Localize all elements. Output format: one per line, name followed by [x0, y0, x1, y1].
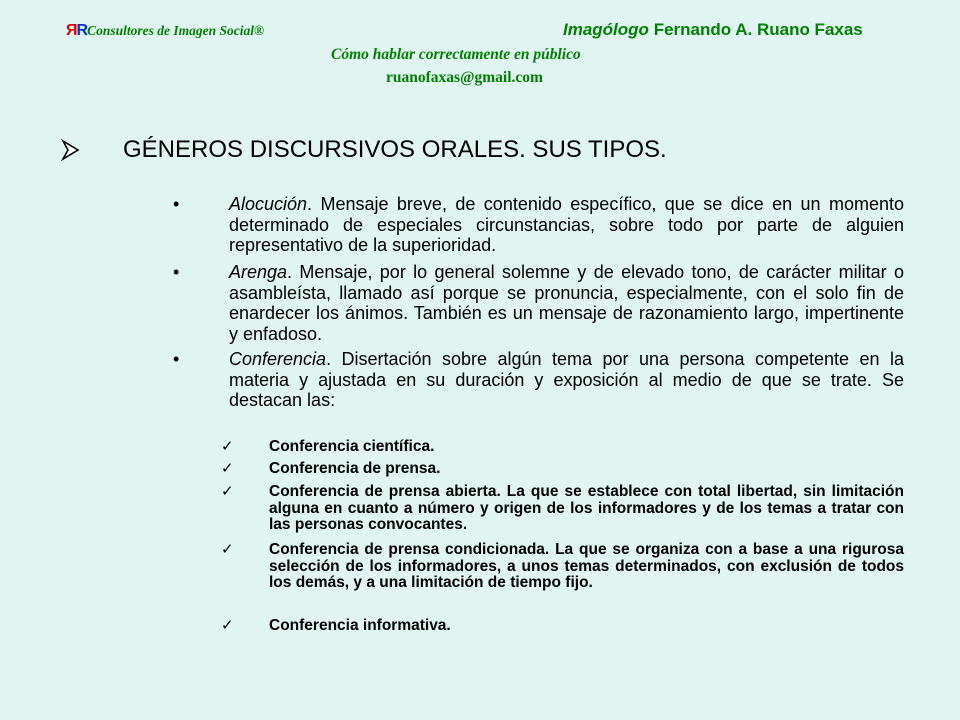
- checkmark-icon: ✓: [221, 617, 234, 634]
- section-heading: GÉNEROS DISCURSIVOS ORALES. SUS TIPOS.: [123, 136, 667, 163]
- logo-letter-b: R: [76, 22, 88, 39]
- company-logo: [66, 22, 264, 40]
- author-name: Fernando A. Ruano Faxas: [653, 20, 863, 39]
- conference-type-item: Conferencia informativa.: [269, 617, 451, 634]
- genre-item: [229, 194, 904, 256]
- bullet-icon: •: [173, 194, 180, 214]
- conference-type-item: Conferencia de prensa condicionada. La que se organiza con a base a una rigurosa selección de los informadores, a unos temas determinados, con exclusión de todos los demás, y a una limitación de tiempo fijo.: [269, 541, 904, 591]
- company-name: Consultores de Imagen Social®: [87, 23, 265, 38]
- author-role: Imagólogo: [563, 20, 649, 39]
- bullet-icon: •: [173, 262, 180, 282]
- logo-letter-a: Я: [66, 22, 77, 39]
- genre-term: Arenga: [229, 262, 288, 282]
- genre-term: Conferencia: [229, 349, 327, 369]
- genre-text: . Disertación sobre algún tema por una persona competente en la materia y ajustada en su duración y exposición al medio de que se trate. Se destacan las:: [229, 349, 904, 410]
- conference-type-item: Conferencia de prensa.: [269, 460, 441, 477]
- email-address: ruanofaxas@gmail.com: [386, 69, 543, 86]
- checkmark-icon: ✓: [221, 438, 234, 455]
- checkmark-icon: ✓: [221, 541, 234, 558]
- genre-item: [229, 349, 904, 411]
- genre-item: [229, 262, 904, 344]
- author-line: [563, 20, 863, 40]
- subtitle: Cómo hablar correctamente en público: [331, 46, 581, 63]
- bullet-icon: •: [173, 349, 180, 369]
- checkmark-icon: ✓: [221, 460, 234, 477]
- genre-term: Alocución: [229, 194, 308, 214]
- conference-type-item: Conferencia científica.: [269, 438, 435, 455]
- checkmark-icon: ✓: [221, 483, 234, 500]
- genre-text: . Mensaje, por lo general solemne y de elevado tono, de carácter militar o asambleísta, llamado así porque se pronuncia, especialmente, con el solo fin de enardecer los ánimos. También es un mensaje de razonamiento largo, impertinente y enfadoso.: [229, 262, 904, 344]
- arrow-bullet-icon: [58, 138, 82, 162]
- genre-text: . Mensaje breve, de contenido específico, que se dice en un momento determinado de especiales circunstancias, sobre todo por parte de alguien representativo de la superioridad.: [229, 194, 904, 255]
- conference-type-item: Conferencia de prensa abierta. La que se establece con total libertad, sin limitación alguna en cuanto a número y origen de los informadores y de los temas a tratar con las personas convocantes.: [269, 483, 904, 533]
